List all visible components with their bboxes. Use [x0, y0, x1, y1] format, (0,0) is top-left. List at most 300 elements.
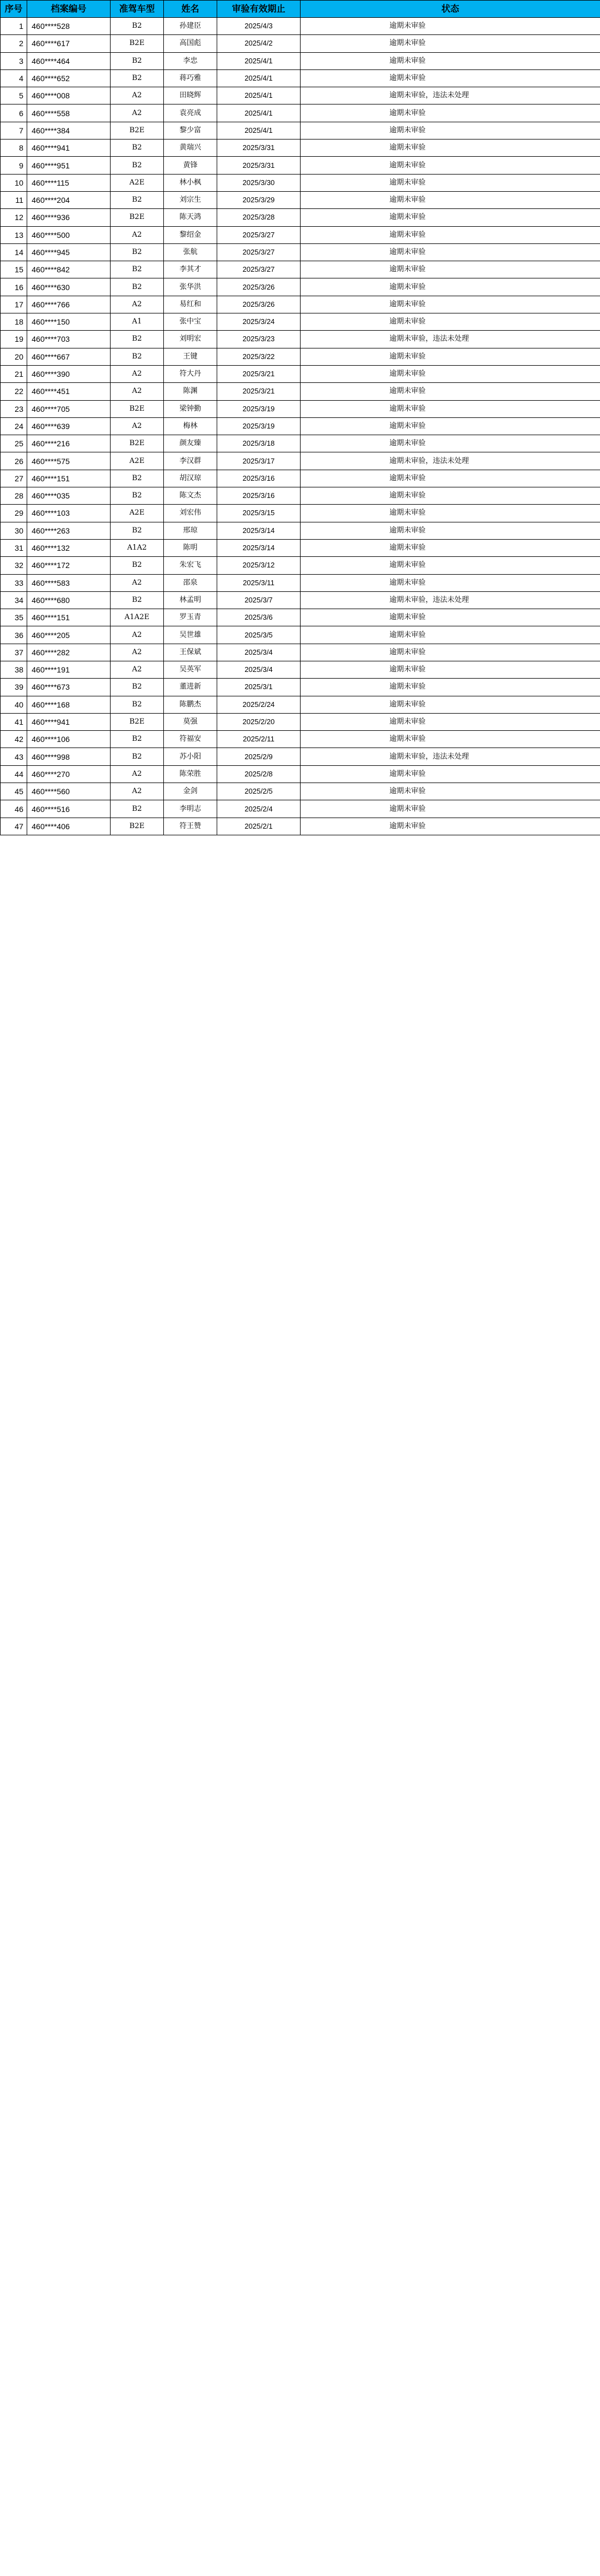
row-status: 逾期未审验 [301, 365, 600, 382]
row-status: 逾期未审验 [301, 348, 600, 365]
row-review-expiry: 2025/3/16 [217, 470, 301, 487]
header-file-number: 档案编号 [27, 1, 111, 18]
row-status: 逾期未审验 [301, 557, 600, 574]
row-license-type: A2E [111, 505, 164, 522]
row-file-number: 460****639 [27, 417, 111, 435]
row-license-type: B2 [111, 748, 164, 765]
row-seq: 16 [1, 278, 27, 296]
row-file-number: 460****936 [27, 209, 111, 226]
row-review-expiry: 2025/3/6 [217, 609, 301, 626]
row-file-number: 460****558 [27, 104, 111, 122]
row-review-expiry: 2025/2/5 [217, 783, 301, 800]
row-license-type: A2 [111, 226, 164, 243]
row-name: 蒋巧雅 [164, 69, 217, 87]
row-license-type: A2E [111, 174, 164, 191]
row-review-expiry: 2025/2/9 [217, 748, 301, 765]
row-status: 逾期未审验 [301, 191, 600, 208]
table-row [1, 800, 600, 818]
row-name: 王键 [164, 348, 217, 365]
row-review-expiry: 2025/3/28 [217, 209, 301, 226]
row-file-number: 460****705 [27, 400, 111, 417]
row-license-type: A2 [111, 644, 164, 661]
row-review-expiry: 2025/3/14 [217, 539, 301, 556]
row-review-expiry: 2025/4/1 [217, 52, 301, 69]
row-name: 李明志 [164, 800, 217, 818]
table-body [1, 18, 600, 835]
table-row [1, 331, 600, 348]
row-file-number: 460****384 [27, 122, 111, 139]
row-file-number: 460****630 [27, 278, 111, 296]
row-status: 逾期未审验 [301, 644, 600, 661]
header-status: 状态 [301, 1, 600, 18]
row-license-type: B2 [111, 348, 164, 365]
row-name: 田晓辉 [164, 87, 217, 104]
table-row [1, 278, 600, 296]
row-review-expiry: 2025/3/27 [217, 243, 301, 261]
row-status: 逾期未审验 [301, 626, 600, 644]
row-file-number: 460****945 [27, 243, 111, 261]
table-row [1, 731, 600, 748]
row-status: 逾期未审验 [301, 296, 600, 313]
row-status: 逾期未审验 [301, 157, 600, 174]
row-seq: 10 [1, 174, 27, 191]
row-file-number: 460****151 [27, 609, 111, 626]
row-license-type: B2 [111, 679, 164, 696]
row-status: 逾期未审验 [301, 470, 600, 487]
row-seq: 39 [1, 679, 27, 696]
row-file-number: 460****560 [27, 783, 111, 800]
row-review-expiry: 2025/3/29 [217, 191, 301, 208]
row-name: 梅林 [164, 417, 217, 435]
row-license-type: B2E [111, 400, 164, 417]
row-review-expiry: 2025/3/12 [217, 557, 301, 574]
row-file-number: 460****035 [27, 487, 111, 505]
row-license-type: A2 [111, 296, 164, 313]
header-name: 姓名 [164, 1, 217, 18]
row-seq: 3 [1, 52, 27, 69]
row-seq: 41 [1, 713, 27, 730]
row-seq: 12 [1, 209, 27, 226]
row-file-number: 460****766 [27, 296, 111, 313]
row-file-number: 460****703 [27, 331, 111, 348]
row-name: 黎少富 [164, 122, 217, 139]
row-review-expiry: 2025/3/14 [217, 522, 301, 539]
table-row [1, 69, 600, 87]
row-review-expiry: 2025/3/11 [217, 574, 301, 591]
row-name: 苏小阳 [164, 748, 217, 765]
row-license-type: A2E [111, 452, 164, 470]
row-review-expiry: 2025/4/1 [217, 104, 301, 122]
row-license-type: B2 [111, 261, 164, 278]
row-name: 邢琼 [164, 522, 217, 539]
row-seq: 6 [1, 104, 27, 122]
row-review-expiry: 2025/4/1 [217, 69, 301, 87]
row-file-number: 460****150 [27, 313, 111, 331]
table-row [1, 122, 600, 139]
row-status: 逾期未审验 [301, 800, 600, 818]
row-name: 李汉群 [164, 452, 217, 470]
row-status: 逾期未审验 [301, 713, 600, 730]
row-file-number: 460****008 [27, 87, 111, 104]
row-status: 逾期未审验 [301, 765, 600, 783]
row-name: 张中宝 [164, 313, 217, 331]
row-status: 逾期未审验 [301, 731, 600, 748]
row-seq: 18 [1, 313, 27, 331]
table-row [1, 174, 600, 191]
row-license-type: B2 [111, 487, 164, 505]
row-status: 逾期未审验 [301, 226, 600, 243]
row-license-type: B2E [111, 35, 164, 52]
row-name: 黎绍金 [164, 226, 217, 243]
row-file-number: 460****132 [27, 539, 111, 556]
row-seq: 4 [1, 69, 27, 87]
row-status: 逾期未审验 [301, 243, 600, 261]
row-name: 吴世雄 [164, 626, 217, 644]
row-license-type: B2 [111, 52, 164, 69]
row-name: 陈荣胜 [164, 765, 217, 783]
row-file-number: 460****168 [27, 696, 111, 713]
row-status: 逾期未审验 [301, 278, 600, 296]
row-status: 逾期未审验 [301, 679, 600, 696]
table-row [1, 470, 600, 487]
row-name: 陈明 [164, 539, 217, 556]
row-license-type: A1 [111, 313, 164, 331]
row-review-expiry: 2025/3/1 [217, 679, 301, 696]
row-review-expiry: 2025/3/19 [217, 400, 301, 417]
row-license-type: B2 [111, 557, 164, 574]
row-review-expiry: 2025/3/16 [217, 487, 301, 505]
row-review-expiry: 2025/3/17 [217, 452, 301, 470]
row-status: 逾期未审验 [301, 313, 600, 331]
row-review-expiry: 2025/3/7 [217, 591, 301, 609]
row-seq: 25 [1, 435, 27, 452]
row-review-expiry: 2025/4/1 [217, 122, 301, 139]
row-seq: 40 [1, 696, 27, 713]
row-license-type: A2 [111, 383, 164, 400]
row-status: 逾期未审验 [301, 783, 600, 800]
row-seq: 13 [1, 226, 27, 243]
row-review-expiry: 2025/3/23 [217, 331, 301, 348]
row-review-expiry: 2025/3/5 [217, 626, 301, 644]
table-row [1, 522, 600, 539]
row-name: 王保斌 [164, 644, 217, 661]
table-row [1, 765, 600, 783]
row-name: 刘宏伟 [164, 505, 217, 522]
row-review-expiry: 2025/3/15 [217, 505, 301, 522]
license-review-table [0, 0, 600, 835]
row-license-type: B2E [111, 713, 164, 730]
row-license-type: B2 [111, 243, 164, 261]
table-header-row [1, 1, 600, 18]
row-status: 逾期未审验 [301, 383, 600, 400]
row-file-number: 460****528 [27, 18, 111, 35]
row-review-expiry: 2025/3/24 [217, 313, 301, 331]
row-seq: 43 [1, 748, 27, 765]
row-status: 逾期未审验 [301, 104, 600, 122]
row-name: 黄锋 [164, 157, 217, 174]
row-license-type: B2 [111, 191, 164, 208]
row-status: 逾期未审验 [301, 539, 600, 556]
row-license-type: B2 [111, 139, 164, 157]
row-status: 逾期未审验 [301, 261, 600, 278]
row-status: 逾期未审验 [301, 52, 600, 69]
table-row [1, 452, 600, 470]
row-status: 逾期未审验 [301, 696, 600, 713]
table-row [1, 348, 600, 365]
row-file-number: 460****680 [27, 591, 111, 609]
row-review-expiry: 2025/3/27 [217, 226, 301, 243]
table-row [1, 365, 600, 382]
row-review-expiry: 2025/3/21 [217, 365, 301, 382]
row-name: 林孟明 [164, 591, 217, 609]
table-row [1, 574, 600, 591]
row-seq: 17 [1, 296, 27, 313]
header-review-expiry: 审验有效期止 [217, 1, 301, 18]
row-name: 袁亮成 [164, 104, 217, 122]
row-seq: 27 [1, 470, 27, 487]
row-status: 逾期未审验 [301, 35, 600, 52]
row-file-number: 460****390 [27, 365, 111, 382]
row-seq: 46 [1, 800, 27, 818]
row-name: 黄瑞兴 [164, 139, 217, 157]
row-license-type: B2E [111, 122, 164, 139]
row-seq: 44 [1, 765, 27, 783]
table-row [1, 52, 600, 69]
row-file-number: 460****172 [27, 557, 111, 574]
row-file-number: 460****406 [27, 818, 111, 835]
row-name: 胡汉琼 [164, 470, 217, 487]
row-name: 符福安 [164, 731, 217, 748]
row-seq: 21 [1, 365, 27, 382]
table-row [1, 609, 600, 626]
table-row [1, 261, 600, 278]
row-review-expiry: 2025/3/27 [217, 261, 301, 278]
row-name: 符大丹 [164, 365, 217, 382]
row-file-number: 460****205 [27, 626, 111, 644]
row-license-type: A2 [111, 574, 164, 591]
row-license-type: A2 [111, 783, 164, 800]
table-row [1, 505, 600, 522]
table-row [1, 87, 600, 104]
row-review-expiry: 2025/3/4 [217, 644, 301, 661]
row-seq: 28 [1, 487, 27, 505]
row-license-type: B2 [111, 69, 164, 87]
table-row [1, 383, 600, 400]
row-file-number: 460****191 [27, 661, 111, 678]
row-file-number: 460****500 [27, 226, 111, 243]
row-name: 高国彪 [164, 35, 217, 52]
table-row [1, 748, 600, 765]
table-row [1, 296, 600, 313]
row-name: 陈文杰 [164, 487, 217, 505]
row-review-expiry: 2025/3/31 [217, 139, 301, 157]
row-review-expiry: 2025/3/19 [217, 417, 301, 435]
row-status: 逾期未审验 [301, 139, 600, 157]
row-file-number: 460****667 [27, 348, 111, 365]
row-status: 逾期未审验 [301, 435, 600, 452]
header-seq: 序号 [1, 1, 27, 18]
row-file-number: 460****941 [27, 713, 111, 730]
row-name: 张航 [164, 243, 217, 261]
table-row [1, 591, 600, 609]
row-seq: 32 [1, 557, 27, 574]
row-name: 林小枫 [164, 174, 217, 191]
row-review-expiry: 2025/2/1 [217, 818, 301, 835]
row-license-type: B2 [111, 522, 164, 539]
row-license-type: A2 [111, 626, 164, 644]
row-file-number: 460****216 [27, 435, 111, 452]
row-license-type: B2 [111, 731, 164, 748]
table-row [1, 191, 600, 208]
row-status: 逾期未审验 [301, 69, 600, 87]
row-name: 金剑 [164, 783, 217, 800]
row-name: 梁钟勤 [164, 400, 217, 417]
row-status: 逾期未审验，违法未处理 [301, 748, 600, 765]
table-row [1, 783, 600, 800]
table-row [1, 661, 600, 678]
row-license-type: A2 [111, 417, 164, 435]
row-name: 颜友臻 [164, 435, 217, 452]
table-row [1, 696, 600, 713]
row-name: 吴英军 [164, 661, 217, 678]
row-seq: 23 [1, 400, 27, 417]
row-review-expiry: 2025/3/31 [217, 157, 301, 174]
row-review-expiry: 2025/2/11 [217, 731, 301, 748]
row-review-expiry: 2025/2/20 [217, 713, 301, 730]
row-file-number: 460****842 [27, 261, 111, 278]
row-file-number: 460****516 [27, 800, 111, 818]
row-license-type: B2 [111, 696, 164, 713]
row-seq: 45 [1, 783, 27, 800]
row-status: 逾期未审验，违法未处理 [301, 87, 600, 104]
row-license-type: B2 [111, 800, 164, 818]
row-review-expiry: 2025/3/30 [217, 174, 301, 191]
row-name: 李其才 [164, 261, 217, 278]
row-file-number: 460****951 [27, 157, 111, 174]
row-file-number: 460****451 [27, 383, 111, 400]
row-review-expiry: 2025/3/22 [217, 348, 301, 365]
table-row [1, 487, 600, 505]
row-status: 逾期未审验，违法未处理 [301, 591, 600, 609]
row-name: 刘宗生 [164, 191, 217, 208]
row-license-type: A2 [111, 104, 164, 122]
row-name: 易红和 [164, 296, 217, 313]
table-row [1, 35, 600, 52]
row-seq: 35 [1, 609, 27, 626]
row-file-number: 460****998 [27, 748, 111, 765]
row-file-number: 460****617 [27, 35, 111, 52]
row-review-expiry: 2025/3/18 [217, 435, 301, 452]
table-row [1, 539, 600, 556]
table-row [1, 400, 600, 417]
table-row [1, 104, 600, 122]
row-license-type: A1A2E [111, 609, 164, 626]
row-file-number: 460****106 [27, 731, 111, 748]
row-status: 逾期未审验 [301, 209, 600, 226]
row-license-type: B2 [111, 470, 164, 487]
row-status: 逾期未审验 [301, 505, 600, 522]
row-status: 逾期未审验 [301, 122, 600, 139]
table-row [1, 243, 600, 261]
table-row [1, 157, 600, 174]
row-license-type: B2E [111, 209, 164, 226]
row-seq: 29 [1, 505, 27, 522]
row-license-type: B2 [111, 18, 164, 35]
row-file-number: 460****941 [27, 139, 111, 157]
table-row [1, 139, 600, 157]
row-review-expiry: 2025/2/24 [217, 696, 301, 713]
row-seq: 22 [1, 383, 27, 400]
row-status: 逾期未审验，违法未处理 [301, 331, 600, 348]
row-name: 董进新 [164, 679, 217, 696]
row-seq: 14 [1, 243, 27, 261]
row-review-expiry: 2025/2/8 [217, 765, 301, 783]
row-review-expiry: 2025/2/4 [217, 800, 301, 818]
row-seq: 9 [1, 157, 27, 174]
row-seq: 30 [1, 522, 27, 539]
table-row [1, 818, 600, 835]
row-file-number: 460****204 [27, 191, 111, 208]
row-name: 朱宏飞 [164, 557, 217, 574]
row-seq: 37 [1, 644, 27, 661]
row-status: 逾期未审验 [301, 400, 600, 417]
row-name: 刘明宏 [164, 331, 217, 348]
row-name: 李忠 [164, 52, 217, 69]
table-row [1, 557, 600, 574]
row-review-expiry: 2025/4/2 [217, 35, 301, 52]
row-seq: 15 [1, 261, 27, 278]
row-seq: 5 [1, 87, 27, 104]
table-row [1, 226, 600, 243]
row-license-type: B2E [111, 818, 164, 835]
row-license-type: B2 [111, 278, 164, 296]
table-row [1, 18, 600, 35]
row-review-expiry: 2025/4/1 [217, 87, 301, 104]
row-status: 逾期未审验 [301, 818, 600, 835]
row-file-number: 460****115 [27, 174, 111, 191]
row-status: 逾期未审验 [301, 487, 600, 505]
row-status: 逾期未审验 [301, 574, 600, 591]
row-name: 符王赞 [164, 818, 217, 835]
table-row [1, 626, 600, 644]
header-license-type: 准驾车型 [111, 1, 164, 18]
row-seq: 36 [1, 626, 27, 644]
row-license-type: A2 [111, 661, 164, 678]
row-name: 孙建臣 [164, 18, 217, 35]
row-review-expiry: 2025/4/3 [217, 18, 301, 35]
row-seq: 20 [1, 348, 27, 365]
row-seq: 38 [1, 661, 27, 678]
row-seq: 2 [1, 35, 27, 52]
row-status: 逾期未审验 [301, 661, 600, 678]
row-license-type: B2 [111, 591, 164, 609]
row-license-type: A2 [111, 87, 164, 104]
row-seq: 34 [1, 591, 27, 609]
row-name: 陈天鸿 [164, 209, 217, 226]
table-row [1, 713, 600, 730]
table-row [1, 209, 600, 226]
row-seq: 19 [1, 331, 27, 348]
row-license-type: A2 [111, 365, 164, 382]
row-seq: 26 [1, 452, 27, 470]
row-review-expiry: 2025/3/26 [217, 278, 301, 296]
row-license-type: B2E [111, 435, 164, 452]
row-seq: 47 [1, 818, 27, 835]
row-seq: 1 [1, 18, 27, 35]
table-row [1, 313, 600, 331]
row-status: 逾期未审验，违法未处理 [301, 452, 600, 470]
row-name: 邵泉 [164, 574, 217, 591]
